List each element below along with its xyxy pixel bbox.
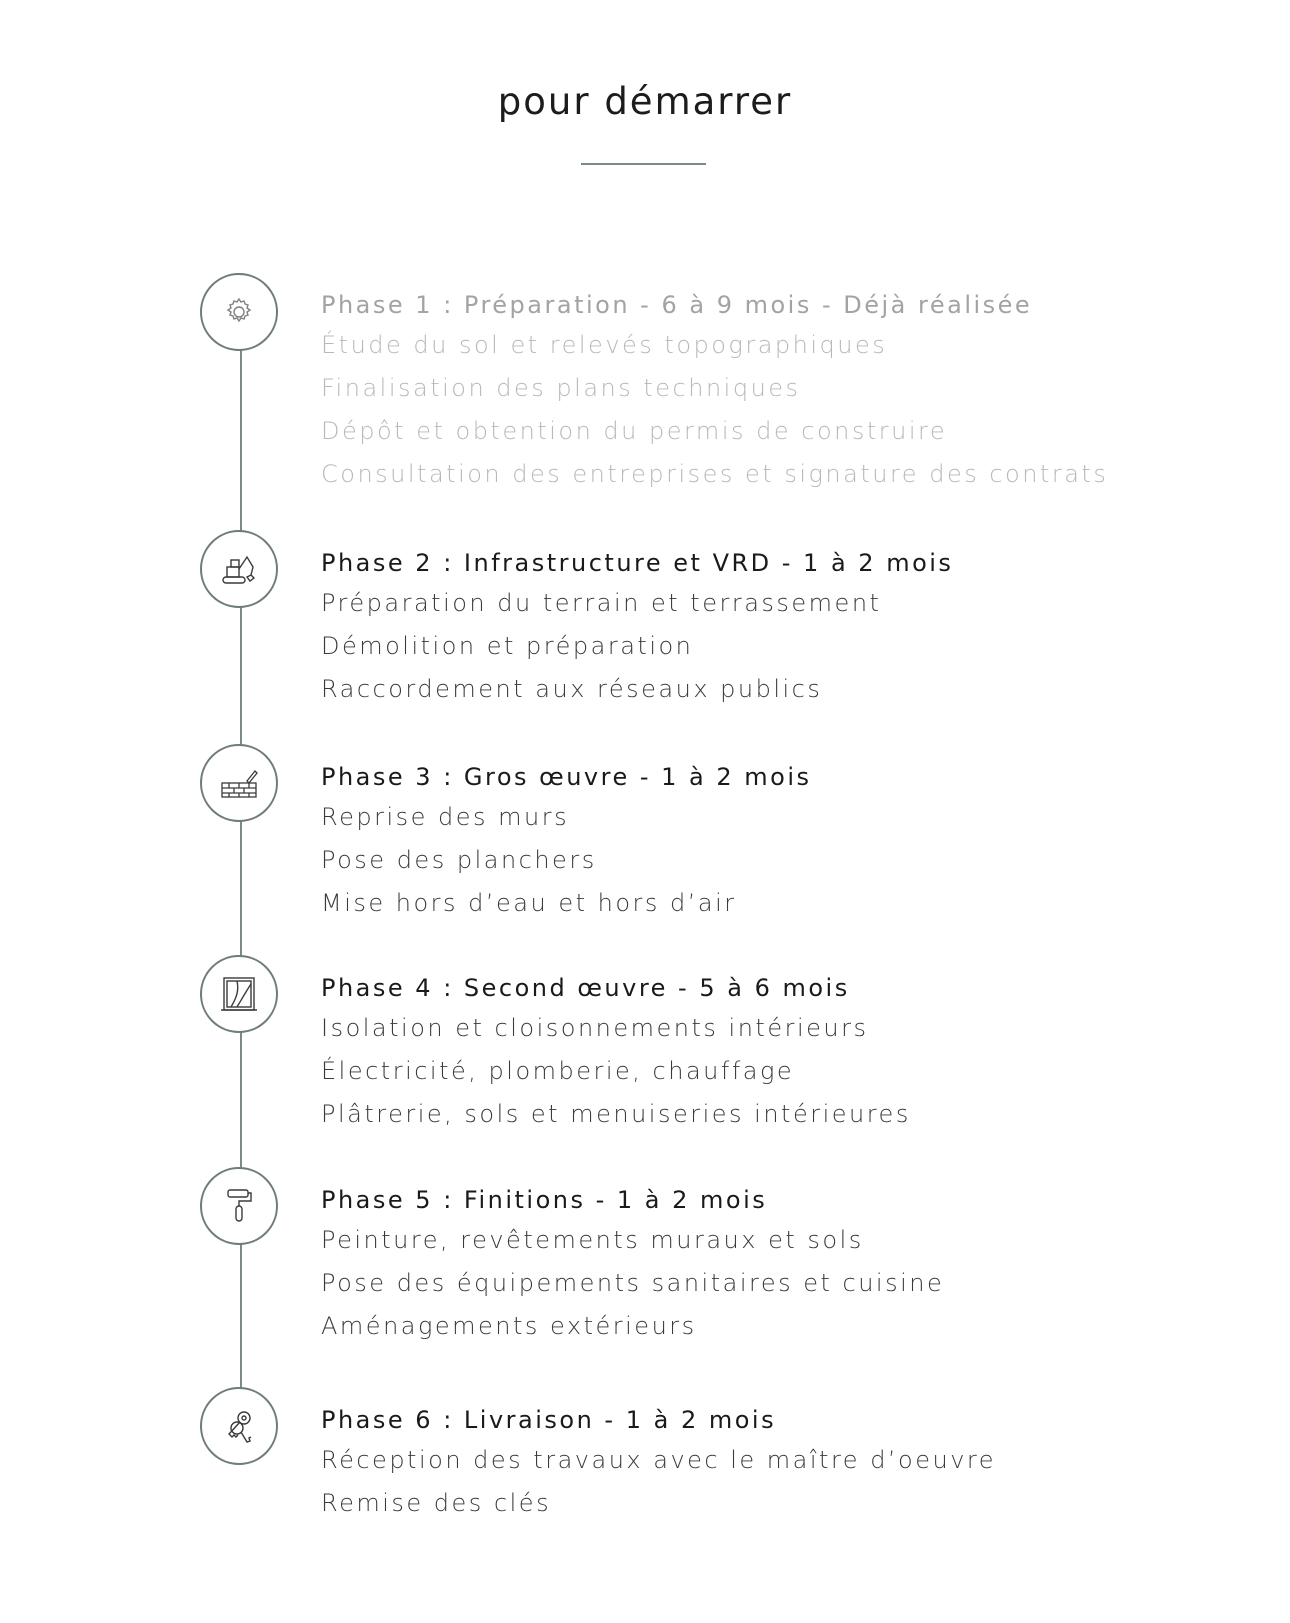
phase-5-item: Pose des équipements sanitaires et cuisine (321, 1269, 945, 1297)
window-icon (217, 972, 261, 1016)
phase-3-item: Reprise des murs (321, 803, 570, 831)
phase-3-item: Mise hors d’eau et hors d’air (321, 889, 737, 917)
excavator-icon (217, 547, 261, 591)
keys-icon (217, 1404, 261, 1448)
gear-icon (217, 290, 261, 334)
phase-5-item: Aménagements extérieurs (321, 1312, 697, 1340)
phase-3-icon-circle (200, 744, 278, 822)
phase-5 (321, 1181, 944, 1348)
phase-6-item: Réception des travaux avec le maître d’oeuvre (321, 1446, 997, 1474)
phase-4-icon-circle (200, 955, 278, 1033)
phase-1-item: Finalisation des plans techniques (321, 374, 801, 402)
phase-5-item: Peinture, revêtements muraux et sols (321, 1226, 864, 1254)
phase-3-title: Phase 3 : Gros œuvre - 1 à 2 mois (321, 763, 812, 791)
phase-2-item: Raccordement aux réseaux publics (321, 675, 823, 703)
phase-2 (321, 544, 953, 711)
phase-1 (321, 286, 1108, 496)
phase-4 (321, 969, 911, 1136)
page-title: pour démarrer (497, 80, 793, 123)
phase-4-title: Phase 4 : Second œuvre - 5 à 6 mois (321, 974, 850, 1002)
timeline-line (240, 312, 242, 1432)
phase-2-item: Préparation du terrain et terrassement (321, 589, 882, 617)
brick-wall-icon (217, 761, 261, 805)
phase-1-item: Étude du sol et relevés topographiques (321, 331, 888, 359)
phase-4-item: Isolation et cloisonnements intérieurs (321, 1014, 869, 1042)
phase-4-item: Électricité, plomberie, chauffage (321, 1057, 795, 1085)
phase-3-item: Pose des planchers (321, 846, 597, 874)
title-divider (581, 163, 706, 165)
phase-5-title: Phase 5 : Finitions - 1 à 2 mois (321, 1186, 768, 1214)
phase-1-icon-circle (200, 273, 278, 351)
phase-1-item: Dépôt et obtention du permis de construire (321, 417, 948, 445)
phase-2-item: Démolition et préparation (321, 632, 694, 660)
phase-2-title: Phase 2 : Infrastructure et VRD - 1 à 2 mois (321, 549, 954, 577)
phase-2-icon-circle (200, 530, 278, 608)
phase-6-item: Remise des clés (321, 1489, 552, 1517)
phase-5-icon-circle (200, 1167, 278, 1245)
phase-6-title: Phase 6 : Livraison - 1 à 2 mois (321, 1406, 777, 1434)
phase-4-item: Plâtrerie, sols et menuiseries intérieures (321, 1100, 911, 1128)
phase-6 (321, 1401, 996, 1525)
phase-3 (321, 758, 812, 925)
phase-1-item: Consultation des entreprises et signature des contrats (321, 460, 1109, 488)
paint-roller-icon (217, 1184, 261, 1228)
phase-1-title: Phase 1 : Préparation - 6 à 9 mois - Déjà réalisée (321, 291, 1033, 319)
phase-6-icon-circle (200, 1387, 278, 1465)
